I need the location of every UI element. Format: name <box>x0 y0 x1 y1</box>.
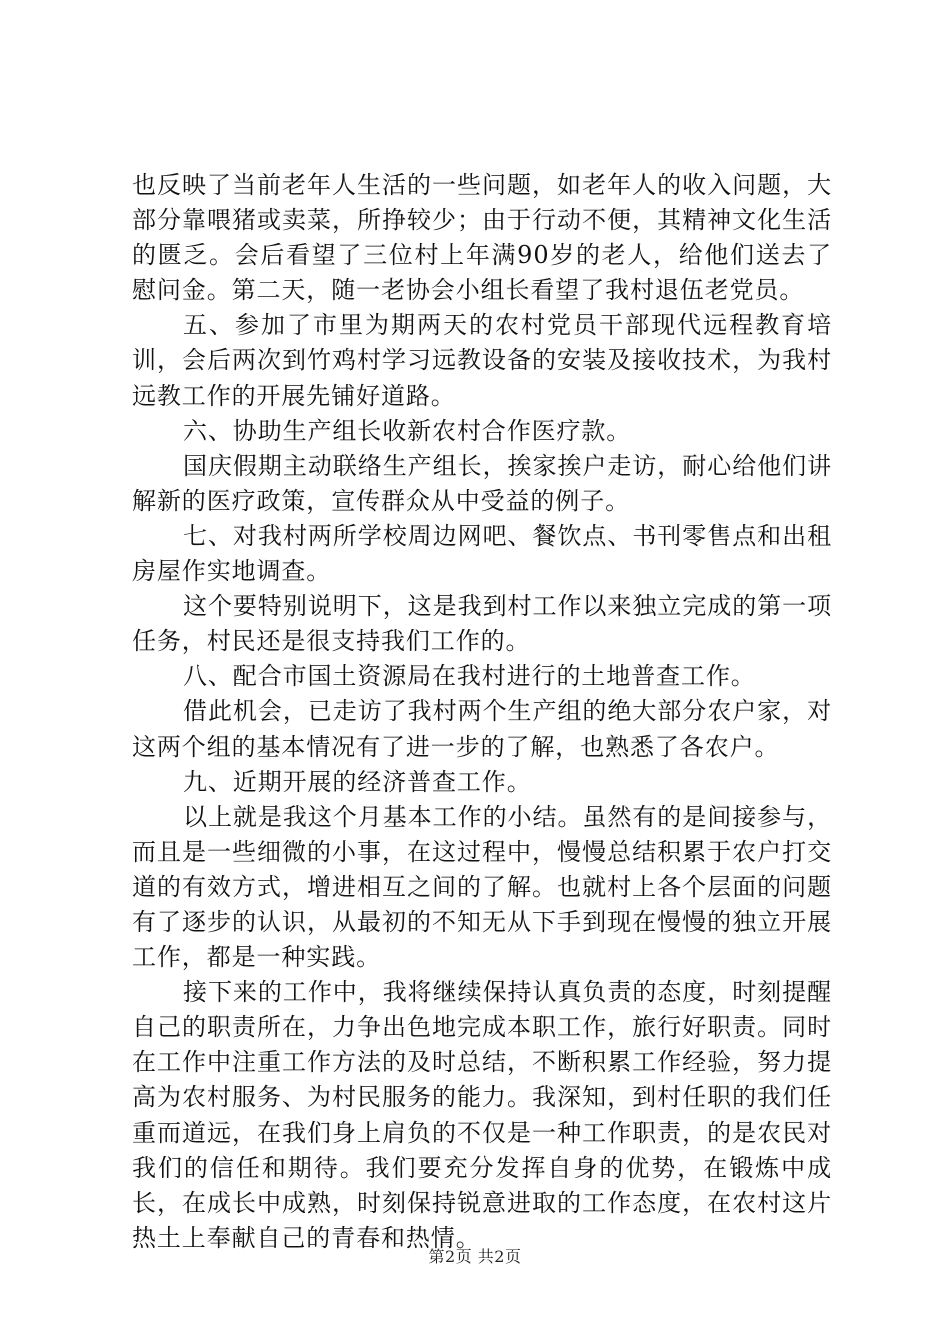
paragraph-item-7: 七、对我村两所学校周边网吧、餐饮点、书刊零售点和出租房屋作实地调查。 <box>132 521 832 586</box>
paragraph-item-6: 六、协助生产组长收新农村合作医疗款。 <box>183 416 632 445</box>
paragraph-item-5: 五、参加了市里为期两天的农村党员干部现代远程教育培训，会后两次到竹鸡村学习远教设备的安装及接收技术，为我村远教工作的开展先铺好道路。 <box>132 311 832 410</box>
document-body <box>132 168 832 1256</box>
page-number-footer: 第2页 共2页 <box>428 1247 522 1266</box>
paragraph-outlook: 接下来的工作中，我将继续保持认真负责的态度，时刻提醒自己的职责所在，力争出色地完成本职工作，旅行好职责。同时在工作中注重工作方法的及时总结，不断积累工作经验，努力提高为农村服务、为村民服务的能力。我深知，到村任职的我们任重而道远，在我们身上肩负的不仅是一种工作职责，的是农民对我们的信任和期待。我们要充分发挥自身的优势，在锻炼中成长，在成长中成熟，时刻保持锐意进取的工作态度，在农村这片热土上奉献自己的青春和热情。 <box>132 978 832 1252</box>
paragraph-item-8: 八、配合市国土资源局在我村进行的土地普查工作。 <box>183 662 756 691</box>
paragraph-item-8-detail: 借此机会，已走访了我村两个生产组的绝大部分农户家，对这两个组的基本情况有了进一步的了解，也熟悉了各农户。 <box>132 697 832 761</box>
paragraph-continuation: 也反映了当前老年人生活的一些问题，如老年人的收入问题，大部分靠喂猪或卖菜，所挣较少；由于行动不便，其精神文化生活的匮乏。会后看望了三位村上年满90岁的老人，给他们送去了慰问金。第二天，随一老协会小组长看望了我村退伍老党员。 <box>132 171 832 305</box>
paragraph-item-7-detail: 这个要特别说明下，这是我到村工作以来独立完成的第一项任务，村民还是很支持我们工作的。 <box>132 592 832 656</box>
paragraph-summary: 以上就是我这个月基本工作的小结。虽然有的是间接参与，而且是一些细微的小事，在这过程中，慢慢总结积累于农户打交道的有效方式，增进相互之间的了解。也就村上各个层面的问题有了逐步的认识，从最初的不知无从下手到现在慢慢的独立开展工作，都是一种实践。 <box>132 802 832 972</box>
paragraph-item-9: 九、近期开展的经济普查工作。 <box>183 767 532 796</box>
paragraph-item-6-detail: 国庆假期主动联络生产组长，挨家挨户走访，耐心给他们讲解新的医疗政策，宣传群众从中受益的例子。 <box>132 451 832 515</box>
